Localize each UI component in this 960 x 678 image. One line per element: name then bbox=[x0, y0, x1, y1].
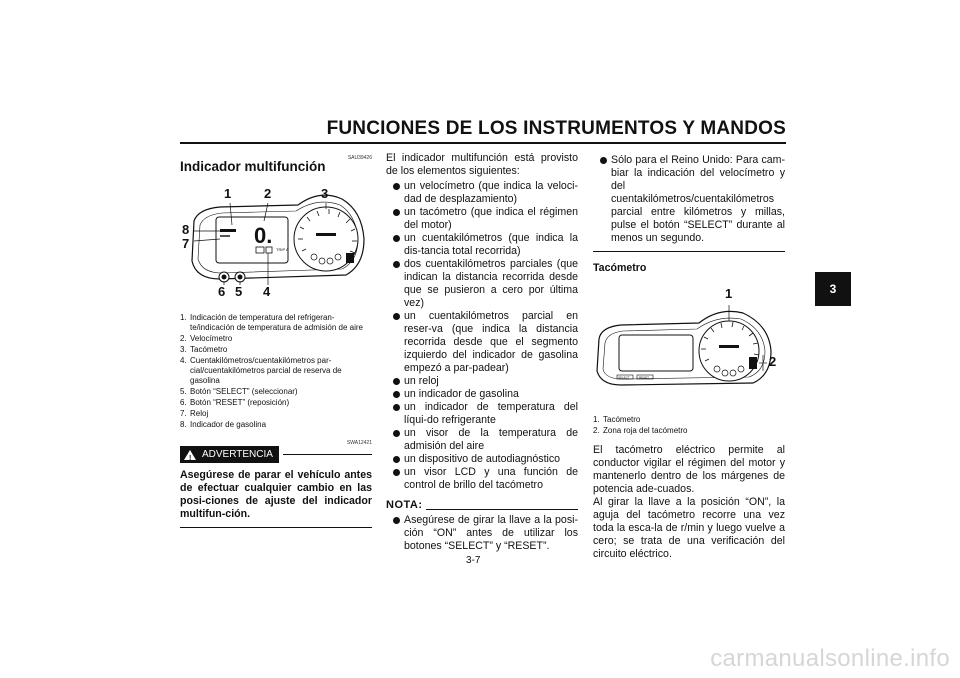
tachometer-heading: Tacómetro bbox=[593, 262, 647, 274]
tachometer-figure bbox=[593, 287, 783, 405]
warning-text: Asegúrese de parar el vehículo antes de efectuar cualquier cambio en las posi-ciones de ajuste del indicador multifun-ción. bbox=[180, 469, 372, 520]
callout-8: 8 bbox=[182, 222, 190, 237]
list-item: un velocímetro (que indica la veloci-dad de desplazamiento) bbox=[386, 180, 578, 206]
svg-text:SELECT: SELECT bbox=[618, 375, 630, 380]
tachometer-callout-1: 1 bbox=[725, 286, 733, 301]
tachometer-callout-2: 2 bbox=[769, 354, 777, 369]
callout-4: 4 bbox=[263, 284, 271, 299]
figure-caption-list bbox=[180, 313, 372, 430]
note-list bbox=[386, 514, 578, 553]
warning-label: ADVERTENCIA bbox=[202, 449, 273, 460]
list-item: un indicador de temperatura del líqui-do refrigerante bbox=[386, 401, 578, 427]
list-item: un reloj bbox=[386, 375, 578, 388]
warning-code: SWA12421 bbox=[346, 440, 372, 446]
chapter-tab[interactable]: 3 bbox=[815, 272, 851, 306]
features-list bbox=[386, 180, 578, 492]
tachometer-caption-list bbox=[593, 415, 785, 436]
uk-note-list bbox=[593, 154, 785, 245]
callout-2: 2 bbox=[264, 186, 272, 201]
tachometer-paragraph-2: Al girar la llave a la posición “ON”, la aguja del tacómetro recorre una vez toda la esca-la de r/min y luego vuelve a cero; se trata de una verificación del circuito eléctrico. bbox=[593, 496, 785, 560]
caption-item: 1. Tacómetro bbox=[593, 415, 641, 424]
list-item: un visor de la temperatura de admisión del aire bbox=[386, 427, 578, 453]
list-item: un dispositivo de autodiagnóstico bbox=[386, 453, 578, 466]
page-header bbox=[180, 118, 786, 144]
callout-6: 6 bbox=[218, 284, 226, 299]
tachometer-paragraph-1: El tacómetro eléctrico permite al conductor vigilar el régimen del motor y mantenerlo dentro de los márgenes de potencia ade-cuados. bbox=[593, 444, 785, 495]
warning-bottom-rule bbox=[180, 527, 372, 528]
list-item: dos cuentakilómetros parciales (que indican la distancia recorrida desde que se pusieron a cero por última vez) bbox=[386, 258, 578, 310]
list-item: un tacómetro (que indica el régimen del motor) bbox=[386, 206, 578, 232]
callout-1: 1 bbox=[224, 186, 232, 201]
note-rule bbox=[426, 509, 578, 510]
caption-item: 7. Reloj bbox=[180, 409, 209, 418]
list-item: un cuentakilómetros (que indica la dis-tancia total recorrida) bbox=[386, 232, 578, 258]
caption-item: 8. Indicador de gasolina bbox=[180, 420, 267, 429]
note-label: NOTA: bbox=[386, 499, 423, 511]
page-title: FUNCIONES DE LOS INSTRUMENTOS Y MANDOS bbox=[326, 118, 786, 139]
tachometer-drawing bbox=[593, 287, 783, 405]
caption-item: 4. Cuentakilómetros/cuentakilómetros par-cial/cuentakilómetros parcial de reserva de gasolina bbox=[180, 356, 342, 385]
caption-item: 6. Botón “RESET” (reposición) bbox=[180, 398, 290, 407]
warning-rule bbox=[283, 454, 372, 455]
column-middle bbox=[386, 152, 578, 553]
caption-item: 3. Tacómetro bbox=[180, 345, 228, 354]
watermark-text: carmanualsonline.info bbox=[710, 645, 950, 672]
header-rule bbox=[180, 142, 786, 144]
section-code: SAU39426 bbox=[347, 155, 372, 161]
warning-badge bbox=[180, 446, 279, 463]
caption-item: 2. Zona roja del tacómetro bbox=[593, 426, 688, 435]
svg-text:RESET: RESET bbox=[639, 375, 650, 380]
section-title: Indicador multifunción bbox=[180, 159, 326, 174]
callout-7: 7 bbox=[182, 236, 190, 251]
svg-text:0.: 0. bbox=[254, 223, 273, 248]
list-item: un cuentakilómetros parcial en reser-va (que indica la distancia recorrida desde que el segmento izquierdo del indicador de gasolina empezó a par-padear) bbox=[386, 310, 578, 375]
page-number: 3-7 bbox=[466, 555, 481, 566]
note-divider bbox=[593, 251, 785, 252]
instrument-panel-drawing bbox=[180, 181, 370, 299]
caption-item: 1. Indicación de temperatura del refrigeran-te/indicación de temperatura de admisión de aire bbox=[180, 313, 363, 332]
callout-3: 3 bbox=[321, 186, 329, 201]
callout-5: 5 bbox=[235, 284, 243, 299]
caption-item: 2. Velocímetro bbox=[180, 334, 233, 343]
list-item: un indicador de gasolina bbox=[386, 388, 578, 401]
list-item: Asegúrese de girar la llave a la posi-ción “ON” antes de utilizar los botones “SELECT” y “RESET”. bbox=[386, 514, 578, 553]
list-item: Sólo para el Reino Unido: Para cam-biar la indicación del velocímetro y del cuentakilómetros/cuentakilómetros parcial entre kilómetros y millas, pulse el botón “SELECT” durante al menos un segundo. bbox=[593, 154, 785, 245]
svg-text:TRIP A: TRIP A bbox=[276, 247, 289, 252]
column-right bbox=[593, 152, 785, 561]
intro-paragraph: El indicador multifunción está provisto de los elementos siguientes: bbox=[386, 152, 578, 177]
note-header bbox=[386, 499, 578, 512]
caption-item: 5. Botón “SELECT” (seleccionar) bbox=[180, 387, 298, 396]
warning-header bbox=[180, 446, 372, 463]
instrument-panel-figure bbox=[180, 181, 370, 299]
list-item: un visor LCD y una función de control de brillo del tacómetro bbox=[386, 466, 578, 492]
column-left bbox=[180, 152, 372, 528]
warning-triangle-icon: ! bbox=[184, 450, 196, 460]
